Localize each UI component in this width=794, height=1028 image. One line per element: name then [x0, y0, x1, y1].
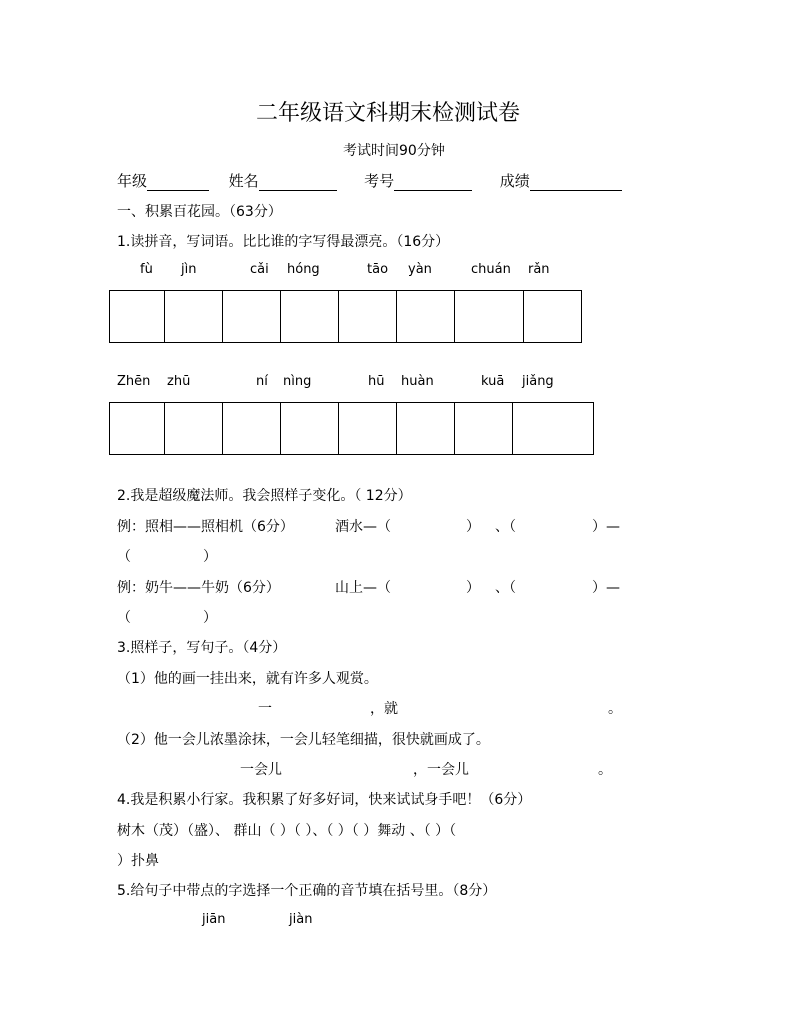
section-heading: 一、积累百花园。（63分） — [117, 204, 282, 220]
q2-example-2: 例：奶牛——牛奶（6分） — [117, 580, 280, 596]
q2-example-1: 例：照相——照相机（6分） — [117, 519, 294, 535]
writing-box[interactable] — [165, 291, 223, 343]
pinyin: Zhēn — [117, 374, 151, 389]
q3-sentence-2: （2）他一会儿浓墨涂抹，一会儿轻笔细描，很快就画成了。 — [117, 732, 490, 748]
paren-close: ） — [466, 519, 480, 535]
pinyin: hóng — [287, 262, 320, 277]
score-label: 成绩 — [499, 172, 530, 190]
writing-box[interactable] — [110, 403, 165, 455]
pinyin: ní — [256, 374, 268, 389]
pinyin: tāo — [367, 262, 389, 277]
pinyin: zhū — [167, 374, 191, 389]
pinyin: jiǎng — [522, 374, 554, 389]
pinyin: nìng — [283, 374, 312, 389]
q3-period: 。 — [608, 701, 622, 717]
grade-label: 年级 — [117, 172, 148, 190]
q3-prompt: 3.照样子，写句子。（4分） — [117, 640, 287, 656]
page-title: 二年级语文科期末检测试卷 — [256, 101, 521, 126]
grade-field[interactable] — [147, 175, 209, 191]
name-label: 姓名 — [228, 172, 259, 190]
q4-line-2: ）扑鼻 — [117, 853, 159, 869]
q3-blank-c: 一会儿 — [240, 762, 282, 778]
pinyin: cǎi — [250, 262, 269, 277]
q3-blank-b: ，就 — [370, 701, 398, 717]
pinyin: jìn — [181, 262, 197, 277]
writing-box[interactable] — [281, 403, 339, 455]
name-field[interactable] — [259, 175, 337, 191]
exam-duration: 考试时间90分钟 — [343, 143, 445, 159]
pinyin: rǎn — [528, 262, 550, 277]
pinyin-option: jiàn — [289, 912, 313, 927]
pinyin-option: jiān — [202, 912, 226, 927]
pinyin: hū — [368, 374, 385, 389]
writing-box[interactable] — [513, 403, 594, 455]
writing-grid-1 — [109, 290, 582, 343]
pinyin: huàn — [401, 374, 434, 389]
q4-prompt: 4.我是积累小行家。我积累了好多好词，快来试试身手吧！（6分） — [117, 792, 532, 808]
q2-word-2: 山上—（ — [335, 580, 391, 596]
writing-box[interactable] — [339, 403, 397, 455]
writing-box[interactable] — [223, 291, 281, 343]
dash: ）— — [592, 580, 620, 596]
q3-period: 。 — [598, 762, 612, 778]
writing-box[interactable] — [110, 291, 165, 343]
q3-blank-d: ，一会儿 — [413, 762, 469, 778]
paren-close: ） — [466, 580, 480, 596]
wrap-open: （ — [117, 549, 131, 565]
separator: 、（ — [495, 580, 516, 596]
q2-prompt: 2.我是超级魔法师。我会照样子变化。（ 12分） — [117, 488, 412, 504]
q3-blank-a: 一 — [258, 701, 272, 717]
score-field[interactable] — [530, 175, 622, 191]
writing-box[interactable] — [339, 291, 397, 343]
dash: ）— — [592, 519, 620, 535]
writing-box[interactable] — [165, 403, 223, 455]
separator: 、（ — [495, 519, 516, 535]
pinyin: fù — [140, 262, 153, 277]
exam-number-label: 考号 — [364, 172, 395, 190]
pinyin: chuán — [471, 262, 511, 277]
writing-box[interactable] — [524, 291, 582, 343]
q4-line-1: 树木（茂）（盛）、 群山（ ）（ ）、（ ）（ ）舞动 、（ ）（ — [117, 823, 457, 839]
wrap-open: （ — [117, 610, 131, 626]
q1-prompt: 1.读拼音，写词语。比比谁的字写得最漂亮。（16分） — [117, 234, 450, 250]
q5-prompt: 5.给句子中带点的字选择一个正确的音节填在括号里。（8分） — [117, 883, 497, 899]
writing-box[interactable] — [455, 291, 524, 343]
exam-number-field[interactable] — [394, 175, 472, 191]
writing-grid-2 — [109, 402, 594, 455]
writing-box[interactable] — [455, 403, 513, 455]
writing-box[interactable] — [397, 403, 455, 455]
q3-sentence-1: （1）他的画一挂出来，就有许多人观赏。 — [117, 671, 378, 687]
pinyin: kuā — [481, 374, 505, 389]
writing-box[interactable] — [281, 291, 339, 343]
writing-box[interactable] — [223, 403, 281, 455]
writing-box[interactable] — [397, 291, 455, 343]
info-fields — [117, 170, 622, 191]
wrap-close: ） — [203, 549, 217, 565]
wrap-close: ） — [203, 610, 217, 626]
q2-word-1: 酒水—（ — [335, 519, 391, 535]
pinyin: yàn — [408, 262, 432, 277]
